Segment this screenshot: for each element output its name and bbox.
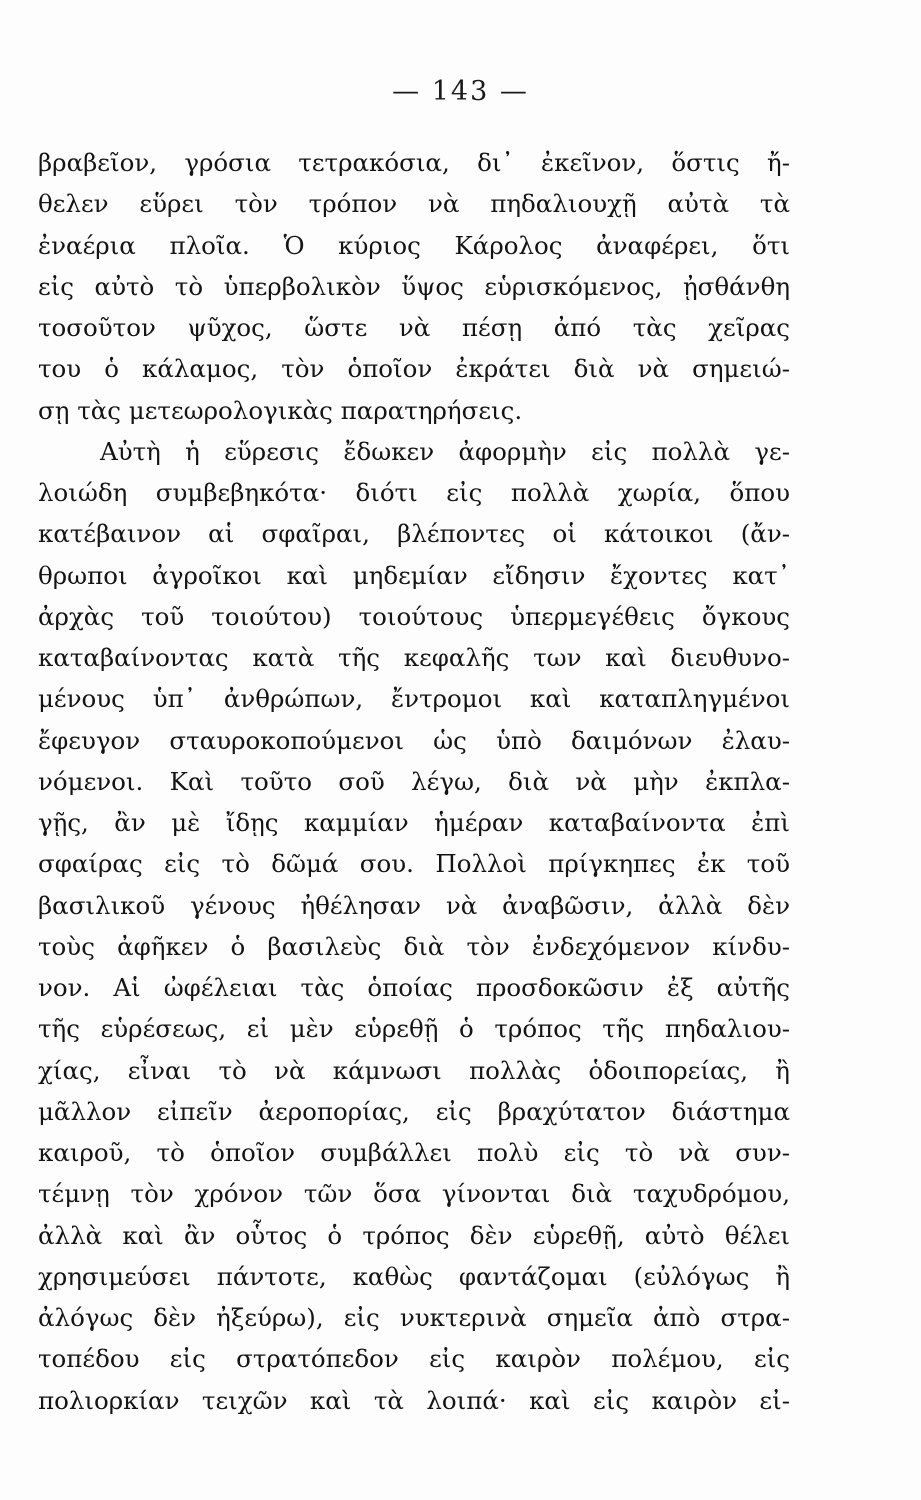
text-line: καιροῦ, τὸ ὁποῖον συμβάλλει πολὺ εἰς τὸ νὰ συν- — [38, 1138, 790, 1167]
text-line: του ὁ κάλαμος, τὸν ὁποῖον ἐκράτει διὰ νὰ σημειώ- — [38, 354, 790, 384]
text-line: βασιλικοῦ γένους ἠθέλησαν νὰ ἀναβῶσιν, ἀλλὰ δὲν — [38, 890, 790, 920]
text-line: χρησιμεύσει πάντοτε, καθὼς φαντάζομαι (εὐλόγως ἢ — [38, 1261, 790, 1291]
text-line: χίας, εἶναι τὸ νὰ κάμνωσι πολλὰς ὁδοιπορείας, ἢ — [38, 1055, 790, 1085]
text-line: ἀρχὰς τοῦ τοιούτου) τοιούτους ὑπερμεγέθεις ὄγκους — [38, 601, 790, 631]
text-line: εἰς αὐτὸ τὸ ὑπερβολικὸν ὕψος εὑρισκόμενος, ᾐσθάνθη — [38, 271, 790, 301]
text-line: τοὺς ἀφῆκεν ὁ βασιλεὺς διὰ τὸν ἐνδεχόμενον κίνδυ- — [38, 931, 790, 961]
text-line: ἀλόγως δὲν ἠξεύρω), εἰς νυκτερινὰ σημεῖα ἀπὸ στρα- — [38, 1303, 790, 1332]
text-line: ἔφευγον σταυροκοπούμενοι ὡς ὑπὸ δαιμόνων ἐλαυ- — [38, 725, 790, 755]
text-line: ἐναέρια πλοῖα. Ὁ κύριος Κάρολος ἀναφέρει, ὅτι — [38, 230, 790, 260]
text-line: θρωποι ἀγροῖκοι καὶ μηδεμίαν εἴδησιν ἔχοντες κατ᾿ — [38, 560, 790, 590]
text-line: θελεν εὕρει τὸν τρόπον νὰ πηδαλιουχῇ αὐτὰ τὰ — [38, 189, 790, 219]
text-line: ἀλλὰ καὶ ἂν οὗτος ὁ τρόπος δὲν εὑρεθῇ, αὐτὸ θέλει — [38, 1220, 790, 1250]
text-line: τέμνῃ τὸν χρόνον τῶν ὅσα γίνονται διὰ ταχυδρόμου, — [38, 1179, 790, 1209]
body-text — [38, 142, 790, 1421]
text-line: λοιώδη συμβεβηκότα· διότι εἰς πολλὰ χωρία, ὅπου — [38, 478, 790, 507]
text-line: κατέβαινον αἱ σφαῖραι, βλέποντες οἱ κάτοικοι (ἄν- — [38, 519, 790, 549]
text-line: πολιορκίαν τειχῶν καὶ τὰ λοιπά· καὶ εἰς καιρὸν εἰ- — [38, 1385, 790, 1415]
text-line: βραβεῖον, γρόσια τετρακόσια, δι᾿ ἐκεῖνον, ὅστις ἤ- — [38, 148, 790, 177]
text-line: τοπέδου εἰς στρατόπεδον εἰς καιρὸν πολέμου, εἰς — [38, 1344, 790, 1374]
text-line: καταβαίνοντας κατὰ τῆς κεφαλῆς των καὶ διευθυνο- — [38, 643, 790, 672]
text-line: σῃ τὰς μετεωρολογικὰς παρατηρήσεις. — [38, 395, 523, 425]
text-line: μᾶλλον εἰπεῖν ἀεροπορίας, εἰς βραχύτατον διάστημα — [38, 1096, 790, 1126]
text-line: νόμενοι. Καὶ τοῦτο σοῦ λέγω, διὰ νὰ μὴν ἐκπλα- — [38, 766, 790, 796]
text-line: γῇς, ἂν μὲ ἴδῃς καμμίαν ἡμέραν καταβαίνοντα ἐπὶ — [38, 808, 790, 837]
text-line: τῆς εὑρέσεως, εἰ μὲν εὑρεθῇ ὁ τρόπος τῆς πηδαλιου- — [38, 1014, 790, 1044]
page-number: — 143 — — [392, 76, 529, 107]
text-line: σφαίρας εἰς τὸ δῶμά σου. Πολλοὶ πρίγκηπες ἐκ τοῦ — [38, 849, 790, 879]
text-line: τοσοῦτον ψῦχος, ὥστε νὰ πέσῃ ἀπό τὰς χεῖρας — [38, 313, 790, 342]
text-line: νον. Αἱ ὠφέλειαι τὰς ὁποίας προσδοκῶσιν ἐξ αὐτῆς — [38, 973, 790, 1002]
text-line: Αὐτὴ ἡ εὕρεσις ἔδωκεν ἀφορμὴν εἰς πολλὰ γε- — [100, 436, 790, 466]
text-line: μένους ὑπ᾿ ἀνθρώπων, ἔντρομοι καὶ καταπληγμένοι — [38, 684, 790, 714]
